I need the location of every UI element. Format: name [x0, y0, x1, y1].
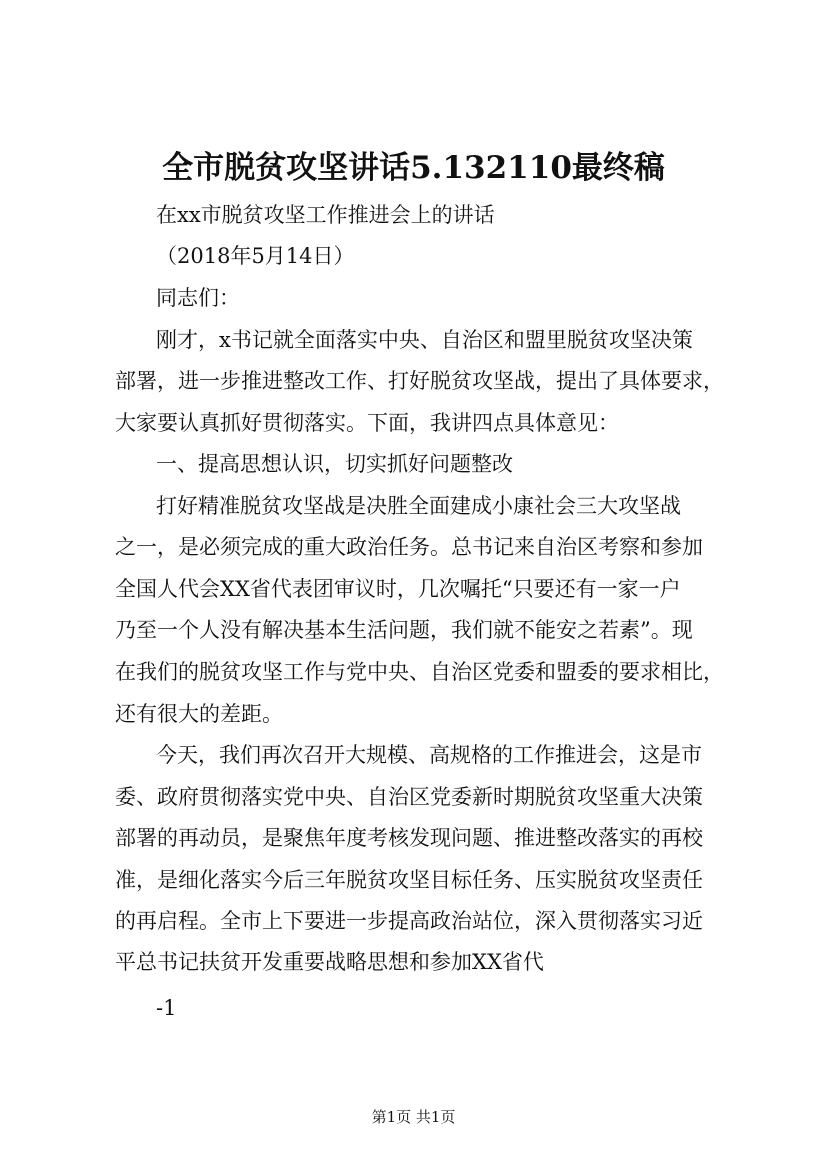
- paragraph-line: 大家要认真抓好贯彻落实。下面，我讲四点具体意见：: [115, 411, 619, 435]
- page-marker: -1: [156, 996, 177, 1020]
- paragraph-line: 准，是细化落实今后三年脱贫攻坚目标任务、压实脱贫攻坚责任: [115, 868, 703, 892]
- paragraph-line: 还有很大的差距。: [115, 702, 283, 726]
- paragraph-line: 在我们的脱贫攻坚工作与党中央、自治区党委和盟委的要求相比，: [115, 660, 724, 684]
- page-footer: 第1页 共1页: [371, 1108, 456, 1126]
- paragraph-line: 今天，我们再次召开大规模、高规格的工作推进会，这是市: [156, 743, 702, 767]
- paragraph-line: 平总书记扶贫开发重要战略思想和参加XX省代: [115, 950, 544, 974]
- document-title: 全市脱贫攻坚讲话5.132110最终稿: [162, 150, 665, 186]
- paragraph-line: 之一，是必须完成的重大政治任务。总书记来自治区考察和参加: [115, 535, 703, 559]
- section-heading-1: 一、提高思想认识，切实抓好问题整改: [156, 452, 513, 476]
- speech-subtitle: 在xx市脱贫攻坚工作推进会上的讲话: [156, 203, 495, 227]
- paragraph-line: 委、政府贯彻落实党中央、自治区党委新时期脱贫攻坚重大决策: [115, 785, 703, 809]
- paragraph-line: 打好精准脱贫攻坚战是决胜全面建成小康社会三大攻坚战: [156, 494, 681, 518]
- paragraph-line: 刚才，x书记就全面落实中央、自治区和盟里脱贫攻坚决策: [156, 328, 693, 352]
- speech-date: （2018年5月14日）: [156, 244, 355, 268]
- paragraph-line: 全国人代会XX省代表团审议时，几次嘱托“只要还有一家一户: [115, 577, 681, 601]
- paragraph-line: 的再启程。全市上下要进一步提高政治站位，深入贯彻落实习近: [115, 909, 703, 933]
- greeting: 同志们：: [156, 286, 240, 310]
- paragraph-line: 部署的再动员，是聚焦年度考核发现问题、推进整改落实的再校: [115, 826, 703, 850]
- paragraph-line: 部署，进一步推进整改工作、打好脱贫攻坚战，提出了具体要求，: [115, 369, 724, 393]
- paragraph-line: 乃至一个人没有解决基本生活问题，我们就不能安之若素”。现: [115, 618, 693, 642]
